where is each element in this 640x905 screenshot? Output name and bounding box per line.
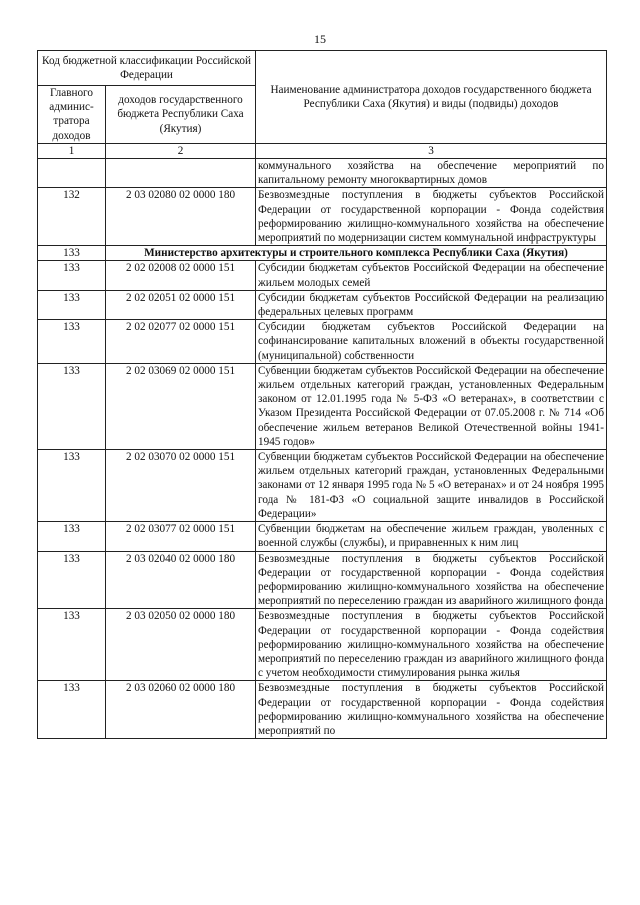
table-row (38, 188, 607, 246)
table-row (38, 320, 607, 364)
header-code-column: доходов государственного бюджета Республики Саха (Якутия) (106, 86, 256, 144)
revenue-code-cell: 2 02 03070 02 0000 151 (106, 450, 256, 522)
admin-code-cell: 133 (38, 363, 106, 449)
table-row (38, 159, 607, 188)
header-row-group (38, 51, 607, 86)
revenue-code-cell: 2 03 02080 02 0000 180 (106, 188, 256, 246)
admin-code-cell (38, 159, 106, 188)
table-row (38, 246, 607, 261)
header-admin-column: Главного админис-тратора доходов (38, 86, 106, 144)
page-number: 15 (314, 32, 326, 46)
revenue-name-cell: Безвозмездные поступления в бюджеты субъектов Российской Федерации от государственной корпорации - Фонда содействия реформированию жилищно-коммунального хозяйства на обеспечение мероприятий по переселению граждан из аварийного жилищного фонда с учетом необходимости стимулирования рынка жилья (256, 609, 607, 681)
table-row (38, 363, 607, 449)
header-num-3: 3 (256, 143, 607, 158)
admin-code-cell: 133 (38, 246, 106, 261)
revenue-code-cell: 2 02 02051 02 0000 151 (106, 290, 256, 319)
revenue-name-cell: Субсидии бюджетам субъектов Российской Федерации на реализацию федеральных целевых программ (256, 290, 607, 319)
revenue-name-cell: Субвенции бюджетам субъектов Российской Федерации на обеспечение жильем отдельных категорий граждан, установленных Федеральным законом от 12.01.1995 года № 5-ФЗ «О ветеранах», в соответствии с Указом Президента Российской Федерации от 07.05.2008 г. № 714 «Об обеспечение жильем ветеранов Великой Отечественной войны 1941-1945 годов» (256, 363, 607, 449)
admin-code-cell: 133 (38, 450, 106, 522)
revenue-name-cell: Безвозмездные поступления в бюджеты субъектов Российской Федерации от государственной корпорации - Фонда содействия реформированию жилищно-коммунального хозяйства на обеспечение мероприятий по переселению граждан из аварийного жилищного фонда (256, 551, 607, 609)
admin-code-cell: 133 (38, 261, 106, 290)
revenue-name-cell: Безвозмездные поступления в бюджеты субъектов Российской Федерации от государственной корпорации - Фонда содействия реформированию жилищно-коммунального хозяйства на обеспечение мероприятий по модернизации систем коммунальной инфраструктуры (256, 188, 607, 246)
revenue-code-cell: 2 02 03077 02 0000 151 (106, 522, 256, 551)
revenue-name-cell: Субвенции бюджетам на обеспечение жильем граждан, уволенных с военной службы (службы), и приравненных к ним лиц (256, 522, 607, 551)
revenue-name-cell: коммунального хозяйства на обеспечение мероприятий по капитальному ремонту многоквартирных домов (256, 159, 607, 188)
admin-code-cell: 133 (38, 320, 106, 364)
table-body (38, 159, 607, 739)
revenue-code-cell: 2 02 02077 02 0000 151 (106, 320, 256, 364)
admin-code-cell: 133 (38, 681, 106, 739)
header-num-1: 1 (38, 143, 106, 158)
header-name-column: Наименование администратора доходов государственного бюджета Республики Саха (Якутия) и виды (подвиды) доходов (256, 51, 607, 144)
table-row (38, 681, 607, 739)
admin-code-cell: 133 (38, 290, 106, 319)
budget-classification-table (37, 50, 607, 739)
table-row (38, 450, 607, 522)
revenue-code-cell: 2 02 03069 02 0000 151 (106, 363, 256, 449)
revenue-code-cell: 2 03 02050 02 0000 180 (106, 609, 256, 681)
header-classification-code: Код бюджетной классификации Российской Федерации (38, 51, 256, 86)
table-row (38, 261, 607, 290)
table-row (38, 551, 607, 609)
admin-code-cell: 133 (38, 551, 106, 609)
admin-code-cell: 132 (38, 188, 106, 246)
admin-code-cell: 133 (38, 522, 106, 551)
header-num-2: 2 (106, 143, 256, 158)
table-row (38, 522, 607, 551)
revenue-code-cell: 2 03 02040 02 0000 180 (106, 551, 256, 609)
revenue-code-cell: 2 02 02008 02 0000 151 (106, 261, 256, 290)
revenue-code-cell (106, 159, 256, 188)
revenue-name-cell: Субсидии бюджетам субъектов Российской Федерации на обеспечение жильем молодых семей (256, 261, 607, 290)
revenue-name-cell: Безвозмездные поступления в бюджеты субъектов Российской Федерации от государственной корпорации - Фонда содействия реформированию жилищно-коммунального хозяйства на обеспечение мероприятий по (256, 681, 607, 739)
revenue-name-cell: Субвенции бюджетам субъектов Российской Федерации на обеспечение жильем отдельных категорий граждан, установленных Федеральными законами от 12 января 1995 года № 5 «О ветеранах» и от 24 ноября 1995 года № 181-ФЗ «О социальной защите инвалидов в Российской Федерации» (256, 450, 607, 522)
table-row (38, 609, 607, 681)
ministry-title-cell: Министерство архитектуры и строительного комплекса Республики Саха (Якутия) (106, 246, 607, 261)
header-row-numbers (38, 143, 607, 158)
admin-code-cell: 133 (38, 609, 106, 681)
table-row (38, 290, 607, 319)
revenue-name-cell: Субсидии бюджетам субъектов Российской Федерации на софинансирование капитальных вложений в объекты государственной (муниципальной) собственности (256, 320, 607, 364)
revenue-code-cell: 2 03 02060 02 0000 180 (106, 681, 256, 739)
